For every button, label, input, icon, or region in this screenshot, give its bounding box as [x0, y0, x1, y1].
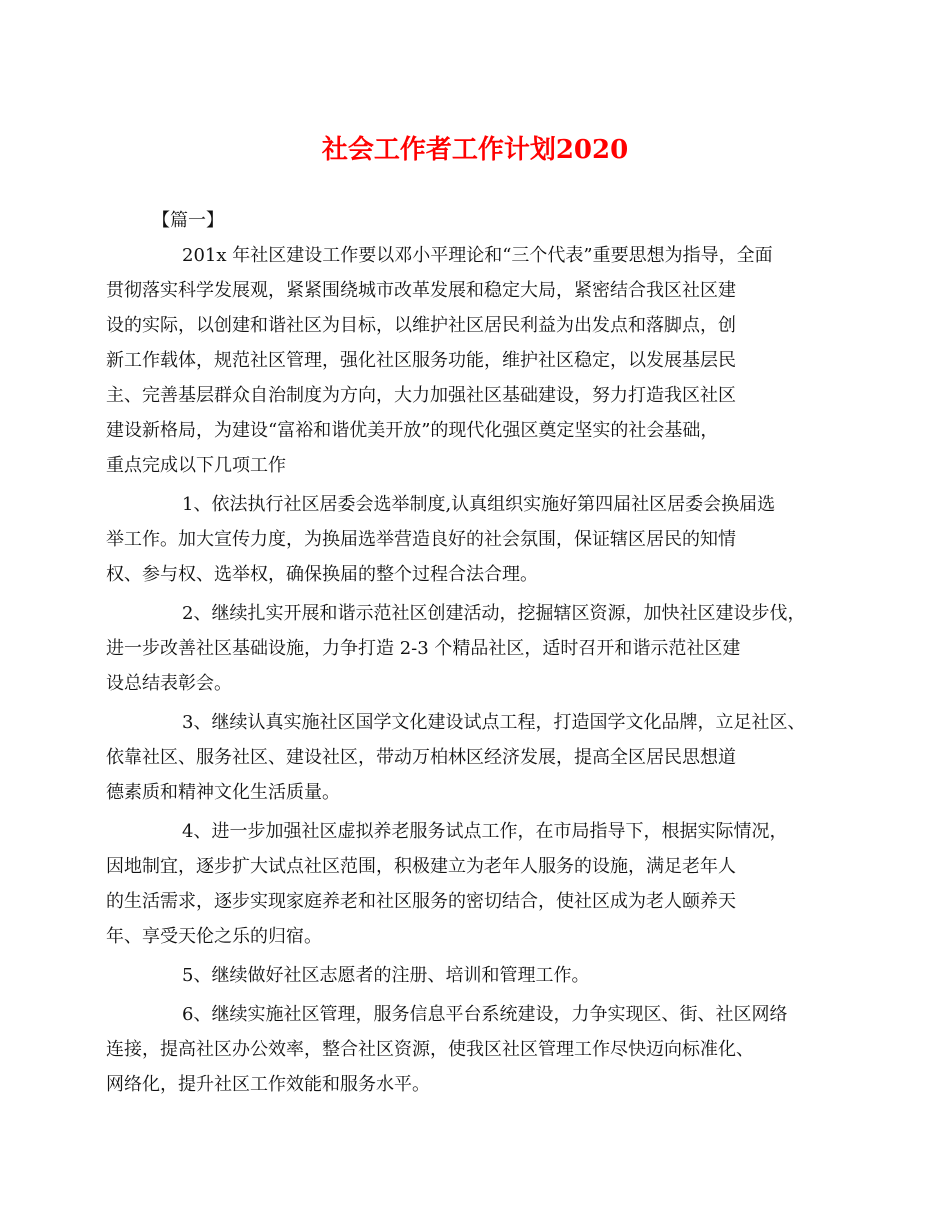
text-line: 进一步改善社区基础设施，力争打造 2-3 个精品社区，适时召开和谐示范社区建: [106, 638, 741, 659]
page-title: 社会工作者工作计划2020: [321, 135, 629, 165]
text-line: 举工作。加大宣传力度，为换届选举营造良好的社会氛围，保证辖区居民的知情: [106, 529, 736, 550]
text-line: 年、享受天伦之乐的归宿。: [106, 926, 322, 947]
paragraph-item-1: [106, 487, 814, 592]
text-line: 4、进一步加强社区虚拟养老服务试点工作，在市局指导下，根据实际情况，: [182, 821, 788, 842]
text-line: 新工作载体，规范社区管理，强化社区服务功能，维护社区稳定，以发展基层民: [106, 350, 736, 371]
text-line: 网络化，提升社区工作效能和服务水平。: [106, 1074, 430, 1095]
text-line: 1、依法执行社区居委会选举制度,认真组织实施好第四届社区居委会换届选: [182, 494, 776, 515]
text-line: 2、继续扎实开展和谐示范社区创建活动，挖掘辖区资源，加快社区建设步伐，: [182, 603, 806, 624]
text-line: 连接，提高社区办公效率，整合社区资源，使我区社区管理工作尽快迈向标准化、: [106, 1039, 754, 1060]
paragraph-intro: [106, 238, 814, 483]
paragraph-item-4: [106, 814, 814, 954]
text-line: 建设新格局，为建设“富裕和谐优美开放”的现代化强区奠定坚实的社会基础，: [106, 420, 719, 441]
paragraph-item-6: [106, 997, 814, 1102]
text-line: 5、继续做好社区志愿者的注册、培训和管理工作。: [182, 965, 590, 986]
text-line: 权、参与权、选举权，确保换届的整个过程合法合理。: [106, 564, 538, 585]
text-line: 因地制宜，逐步扩大试点社区范围，积极建立为老年人服务的设施，满足老年人: [106, 856, 736, 877]
document-body: [106, 203, 814, 1102]
text-line: 3、继续认真实施社区国学文化建设试点工程，打造国学文化品牌，立足社区、: [182, 712, 806, 733]
text-line: 201x 年社区建设工作要以邓小平理论和“三个代表”重要思想为指导，全面: [182, 245, 773, 266]
text-line: 主、完善基层群众自治制度为方向，大力加强社区基础建设，努力打造我区社区: [106, 385, 736, 406]
text-line: 的生活需求，逐步实现家庭养老和社区服务的密切结合，使社区成为老人颐养天: [106, 891, 736, 912]
text-line: 6、继续实施社区管理，服务信息平台系统建设，力争实现区、街、社区网络: [182, 1004, 788, 1025]
paragraph-item-2: [106, 596, 814, 701]
text-line: 重点完成以下几项工作: [106, 455, 286, 476]
paragraph-item-5: [144, 958, 814, 993]
paragraph-item-3: [106, 705, 814, 810]
text-line: 设的实际，以创建和谐社区为目标，以维护社区居民利益为出发点和落脚点，创: [106, 315, 736, 336]
text-line: 德素质和精神文化生活质量。: [106, 782, 340, 803]
text-line: 设总结表彰会。: [106, 673, 232, 694]
section-label: 【篇一】: [152, 210, 224, 231]
text-line: 贯彻落实科学发展观，紧紧围绕城市改革发展和稳定大局，紧密结合我区社区建: [106, 280, 736, 301]
text-line: 依靠社区、服务社区、建设社区，带动万柏林区经济发展，提高全区居民思想道: [106, 747, 736, 768]
